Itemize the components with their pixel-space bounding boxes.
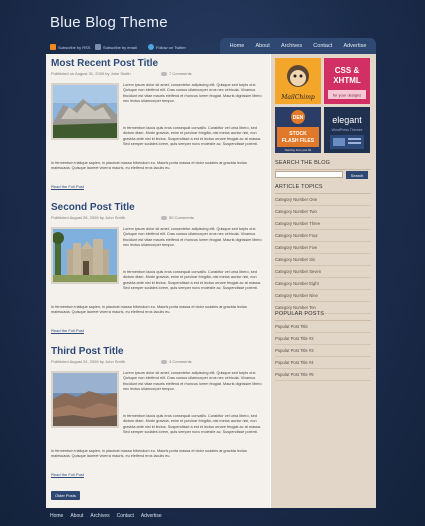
svg-text:WordPress Themes: WordPress Themes	[331, 128, 363, 132]
post-meta	[51, 215, 266, 221]
topic-item[interactable]: Category Number Ten	[275, 302, 371, 314]
mission-image	[53, 229, 117, 282]
topic-item[interactable]: Category Number Four	[275, 230, 371, 242]
post-excerpt-3: In fermentum tristique sapien, in placerat massa bibendum eu. Mauris porta massa et dolor sodales at gravida lectus malesuada. Quisque laoreet viverra mauris, eu eleifend eros iaculis eu.	[51, 305, 247, 315]
topic-item[interactable]: Category Number Three	[275, 218, 371, 230]
older-posts-button[interactable]: Older Posts	[51, 491, 80, 500]
post-title[interactable]: Third Post Title	[51, 346, 124, 357]
email-link[interactable]	[95, 44, 137, 50]
topic-item[interactable]: Category Number Eight	[275, 278, 371, 290]
popular-item[interactable]: Popular Post Title	[275, 321, 371, 333]
twitter-label[interactable]: Follow on Twitter	[156, 44, 186, 50]
post-date: Published August 24, 2009 by John Smith	[51, 359, 126, 364]
sidebar	[271, 54, 376, 508]
post-excerpt: Lorem ipsum dolor sit amet, consectetur adipiscing elit. Quisque sed turpis orci. Quisque non eleifend elit. Cras cursus ullamcorper eros nec vehicula. Vivamus tincidunt est vitae mauris eleifend et rhoncus lorem feugiat. Mauris dignissim libero nec lectus ullamcorper tempor.	[123, 83, 262, 103]
svg-text:XHTML: XHTML	[333, 76, 361, 85]
popular-heading: POPULAR POSTS	[275, 311, 325, 317]
popular-list	[275, 321, 371, 381]
post-excerpt: Lorem ipsum dolor sit amet, consectetur adipiscing elit. Quisque sed turpis orci. Quisque non eleifend elit. Cras cursus ullamcorper eros nec vehicula. Vivamus tincidunt est vitae mauris eleifend et rhoncus lorem feugiat. Mauris dignissim libero nec lectus ullamcorper tempor.	[123, 227, 262, 247]
footer-home[interactable]: Home	[50, 513, 64, 519]
twitter-icon	[148, 44, 154, 50]
footer-contact[interactable]: Contact	[116, 513, 134, 519]
footer-archives[interactable]: Archives	[90, 513, 110, 519]
svg-text:Starting from just $1: Starting from just $1	[284, 148, 312, 152]
search-heading: SEARCH THE BLOG	[275, 160, 331, 166]
content-column	[46, 54, 270, 508]
post-excerpt-2: In fermentum lacus quis eros consequat convallis. Curabitur vel urna libero, sed dictum diam. Morbi gravida, enim et pulvinar fringilla, nisl metus auctor nisi, non gravida ante nisl id lectus. Suspendisse a est et lectus ornare feugiat ac at massa. Sed semper sodales lorem, quis semper nunc molestie ac. Suspendisse potenti.	[123, 270, 262, 290]
nav-about[interactable]: About	[255, 43, 270, 49]
nav-archives[interactable]: Archives	[281, 43, 303, 49]
comments-count[interactable]: 7 Comments	[169, 71, 192, 76]
footer-about[interactable]: About	[70, 513, 84, 519]
ad-banner-2[interactable]	[324, 58, 370, 104]
topic-item[interactable]: Category Number Six	[275, 254, 371, 266]
comment-icon	[161, 360, 167, 364]
email-label[interactable]: Subscribe by email	[103, 44, 137, 50]
main-wrapper	[46, 54, 376, 508]
popular-item[interactable]: Popular Post Title #5	[275, 369, 371, 381]
footer-nav	[50, 513, 162, 519]
topic-item[interactable]: Category Number Five	[275, 242, 371, 254]
topics-list	[275, 194, 371, 314]
post-thumbnail[interactable]	[51, 227, 119, 284]
footer-advertise[interactable]: Advertise	[140, 513, 162, 519]
post-date: Published August 26, 2009 by John Smith	[51, 215, 126, 220]
nav-contact[interactable]: Contact	[313, 43, 333, 49]
ad-banner-1[interactable]	[275, 58, 321, 104]
post-excerpt: Lorem ipsum dolor sit amet, consectetur adipiscing elit. Quisque sed turpis orci. Quisque non eleifend elit. Cras cursus ullamcorper eros nec vehicula. Vivamus tincidunt est vitae mauris eleifend et rhoncus lorem feugiat. Mauris dignissim libero nec lectus ullamcorper tempor.	[123, 371, 262, 391]
svg-text:STOCK: STOCK	[289, 131, 307, 137]
svg-text:for your designs: for your designs	[332, 92, 362, 98]
topic-item[interactable]: Category Number Nine	[275, 290, 371, 302]
read-more-link[interactable]: Read the Full Post	[51, 328, 84, 333]
topics-heading: ARTICLE TOPICS	[275, 184, 323, 190]
nav-home[interactable]: Home	[229, 43, 245, 49]
comments-link[interactable]	[161, 71, 192, 76]
topic-item[interactable]: Category Number Two	[275, 206, 371, 218]
divider	[275, 169, 371, 170]
canyon-image	[53, 373, 117, 426]
popular-item[interactable]: Popular Post Title #3	[275, 345, 371, 357]
comments-link[interactable]	[161, 215, 194, 220]
rss-icon	[50, 44, 56, 50]
email-icon	[95, 44, 101, 50]
svg-text:MailChimp: MailChimp	[281, 94, 315, 101]
comment-icon	[161, 216, 167, 220]
comments-count[interactable]: 4 Comments	[169, 359, 192, 364]
post-thumbnail[interactable]	[51, 371, 119, 428]
comments-count[interactable]: 50 Comments	[169, 215, 194, 220]
rss-label[interactable]: Subscribe by RSS	[58, 44, 91, 50]
rss-link[interactable]	[50, 44, 90, 50]
css-xhtml-ad	[324, 58, 370, 104]
site-title[interactable]: Blue Blog Theme	[50, 14, 168, 31]
nav-advertise[interactable]: Advertise	[343, 43, 367, 49]
topic-item[interactable]: Category Number Seven	[275, 266, 371, 278]
elegant-themes-ad	[324, 107, 370, 153]
popular-item[interactable]: Popular Post Title #2	[275, 333, 371, 345]
post-excerpt-2: In fermentum lacus quis eros consequat convallis. Curabitur vel urna libero, sed dictum diam. Morbi gravida, enim et pulvinar fringilla, nisl metus auctor nisi, non gravida ante nisl id lectus. Suspendisse a est et lectus ornare feugiat ac at massa. Sed semper sodales lorem, quis semper nunc molestie ac. Suspendisse potenti.	[123, 414, 262, 434]
comments-link[interactable]	[161, 359, 192, 364]
popular-item[interactable]: Popular Post Title #4	[275, 357, 371, 369]
post-excerpt-3: In fermentum tristique sapien, in placerat massa bibendum eu. Mauris porta massa et dolor sodales at gravida lectus malesuada. Quisque laoreet viverra mauris, eu eleifend eros iaculis eu.	[51, 161, 247, 171]
post-excerpt-3: In fermentum tristique sapien, in placerat massa bibendum eu. Mauris porta massa et dolor sodales at gravida lectus malesuada. Quisque laoreet viverra mauris, eu eleifend eros iaculis eu.	[51, 449, 247, 459]
stock-flash-ad	[275, 107, 321, 153]
topic-item[interactable]: Category Number One	[275, 194, 371, 206]
read-more-link[interactable]: Read the Full Post	[51, 184, 84, 189]
post-date: Published on August 31, 2009 by John Smith	[51, 71, 131, 76]
comment-icon	[161, 72, 167, 76]
read-more-link[interactable]: Read the Full Post	[51, 472, 84, 477]
post-meta	[51, 359, 266, 365]
post-excerpt-2: In fermentum lacus quis eros consequat convallis. Curabitur vel urna libero, sed dictum diam. Morbi gravida, enim et pulvinar fringilla, nisl metus auctor nisi, non gravida ante nisl id lectus. Suspendisse a est et lectus ornare feugiat ac at massa. Sed semper sodales lorem, quis semper nunc molestie ac. Suspendisse potenti.	[123, 126, 262, 146]
svg-text:FLASH FILES: FLASH FILES	[281, 138, 315, 144]
post-title[interactable]: Most Recent Post Title	[51, 58, 159, 69]
search-input[interactable]	[275, 171, 343, 178]
svg-text:elegant: elegant	[332, 115, 362, 125]
mailchimp-logo	[275, 58, 321, 104]
search-button[interactable]: Search	[346, 171, 368, 179]
post-thumbnail[interactable]	[51, 83, 119, 140]
mountain-image	[53, 85, 117, 138]
ad-banner-3[interactable]	[275, 107, 321, 153]
ad-banner-4[interactable]	[324, 107, 370, 153]
svg-text:CSS &: CSS &	[334, 66, 360, 75]
post	[51, 346, 266, 477]
main-nav	[220, 38, 376, 54]
twitter-link[interactable]	[148, 44, 186, 50]
post	[51, 58, 266, 189]
svg-text:DEN: DEN	[292, 115, 304, 121]
post-title[interactable]: Second Post Title	[51, 202, 135, 213]
post-meta	[51, 71, 266, 77]
post	[51, 202, 266, 333]
